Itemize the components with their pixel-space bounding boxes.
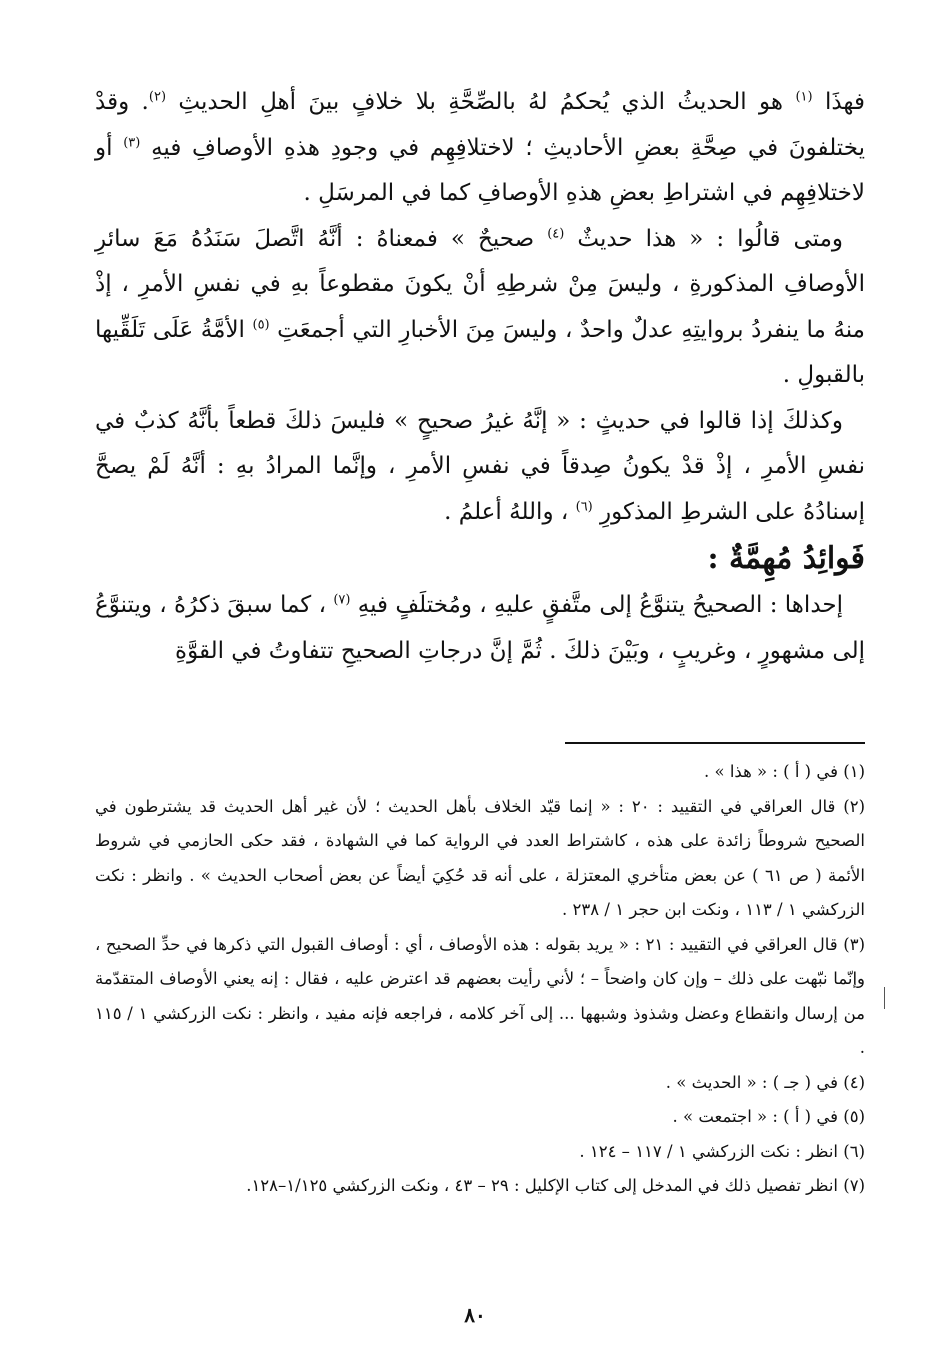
footnote-ref-2[interactable]: (٢) (148, 89, 167, 105)
footnote-1: (١) في ( أ ) : « هذا » . (704, 762, 865, 781)
text-run: أو لاختلافِهِم في اشتراطِ بعضِ هذهِ الأوصافِ كما في المرسَلِ . (95, 134, 865, 206)
footnote-ref-5[interactable]: (٥) (252, 316, 270, 332)
margin-mark (884, 987, 885, 1009)
paragraph-4 (95, 583, 865, 674)
footnote-2: (٢) قال العراقي في التقييد : ٢٠ : « إنما قيّد الخلاف بأهل الحديث ؛ لأن غير أهل الحديث قد يشترطون في الصحيح شروطاً زائدة على هذه ، كاشتراط العدد في الرواية كما في الشهادة ، فقد حكى الحازمي في شروط الأئمة ( ص ٦١ ) عن بعض متأخري المعتزلة ، على أنه قد حُكِيَ أيضاً عن بعض أصحاب الحديث » . وانظر : نكت الزركشي ١ / ١١٣ ، ونكت ابن حجر ١ / ٢٣٨ . (95, 796, 865, 919)
text-run: ، كما سبقَ ذكرُهُ ، ويتنوَّعُ إلى مشهورٍ ، وغريبٍ ، وبَيْنَ ذلكَ . ثُمَّ إنَّ درجاتِ الصحيحِ تتفاوتُ في القوَّةِ (95, 592, 865, 664)
paragraph-1 (95, 80, 865, 217)
footnote-3: (٣) قال العراقي في التقييد : ٢١ : « يريد بقوله : هذه الأوصاف ، أي : أوصاف القبول التي ذكرها في حدِّ الصحيح ، وإنّما نبّهت على ذلك – وإن كان واضحاً – ؛ لأني رأيت بعضهم قد اعترض عليه ، فقال : إنه يعني الأوصاف المتقدّمة من إرسال وانقطاع وعضل وشذوذ وشبهها ... إلى آخر كلامه ، فراجعه فإنه مفيد ، وانظر : نكت الزركشي ١ / ١١٥ . (95, 934, 866, 1057)
footnote-ref-4[interactable]: (٤) (547, 225, 565, 241)
paragraph-2 (95, 217, 865, 399)
footnote-ref-3[interactable]: (٣) (123, 134, 141, 150)
footnote-4: (٤) في ( جـ ) : « الحديث » . (665, 1072, 865, 1092)
footnotes (95, 755, 865, 1204)
footnote-7: (٧) انظر تفصيل ذلك في المدخل إلى كتاب الإكليل : ٢٩ – ٤٣ ، ونكت الزركشي ١/١٢٥–١٢٨. (246, 1176, 865, 1195)
footnote-separator (565, 742, 865, 744)
text-run: ، واللهُ أعلمُ . (444, 498, 576, 525)
text-run: فهذَا (812, 89, 866, 115)
text-run: صحيحٌ » فمعناهُ : أنَّهُ اتَّصلَ سَنَدُهُ مَعَ سائرِ الأوصافِ المذكورةِ ، وليسَ مِنْ شرطِهِ أنْ يكونَ مقطوعاً بهِ في نفسِ الأمرِ ، إذْ منهُ ما ينفردُ بروايتِهِ عدلٌ واحدٌ ، وليسَ مِنَ الأخبارِ التي أجمعَتِ (95, 225, 865, 343)
footnote-ref-7[interactable]: (٧) (333, 592, 351, 608)
text-run: . وقدْ يختلفونَ في صِحَّةِ بعضِ الأحاديثِ ؛ لاختلافِهِم في وجودِ هذهِ الأوصافِ فيهِ (95, 89, 865, 161)
main-text (95, 80, 865, 674)
footnote-6: (٦) انظر : نكت الزركشي ١ / ١١٧ – ١٢٤ . (579, 1141, 865, 1161)
footnote-ref-1[interactable]: (١) (795, 89, 813, 105)
section-heading: فَوائِدُ مُهِمَّةٌ : (707, 541, 865, 576)
page-number: ٨٠ (464, 1303, 486, 1327)
text-run: وكذلكَ إذا قالوا في حديثٍ : « إنَّهُ غيرُ صحيحٍ » فليسَ ذلكَ قطعاً بأنَّهُ كذبٌ في نفسِ الأمرِ ، إذْ قدْ يكونُ صِدقاً في نفسِ الأمرِ ، وإنَّما المرادُ بهِ : أنَّهُ لَمْ يصحَّ إسنادُهُ على الشرطِ المذكورِ (95, 407, 865, 525)
text-run: الأمَّةُ عَلَى تَلَقِّيها بالقبولِ . (95, 316, 865, 388)
footnote-ref-6[interactable]: (٦) (575, 498, 593, 514)
text-run: هو الحديثُ الذي يُحكمُ لهُ بالصِّحَّةِ بلا خلافٍ بينَ أهلِ الحديثِ (166, 89, 796, 115)
footnote-5: (٥) في ( أ ) : « اجتمعت » . (672, 1107, 865, 1126)
text-run: إحداها : الصحيحُ يتنوَّعُ إلى متَّفقٍ عليهِ ، ومُختلَفٍ فيهِ (350, 592, 843, 618)
text-run: ومتى قالُوا : « هذا حديثٌ (564, 225, 844, 252)
paragraph-3 (95, 399, 865, 536)
